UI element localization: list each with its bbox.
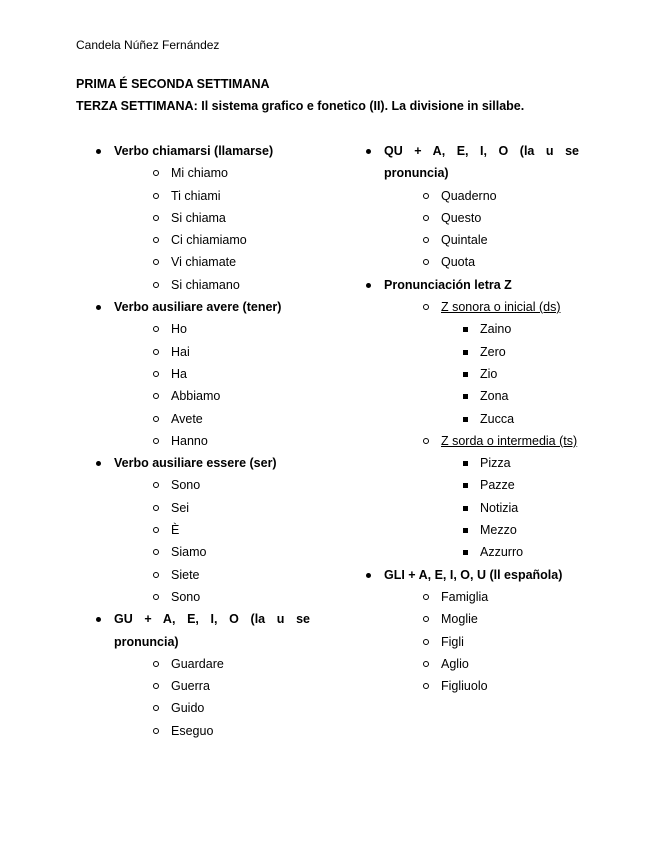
list-item: Sei	[114, 497, 310, 519]
bullet-circle-icon	[153, 215, 159, 221]
bullet-circle-icon	[423, 594, 429, 600]
subsection-title: Z sorda o intermedia (ts)	[441, 433, 578, 448]
list-item: Hai	[114, 341, 310, 363]
section-z	[366, 274, 579, 564]
list-item: Mi chiamo	[114, 162, 310, 184]
bullet-disc-icon	[96, 305, 101, 310]
list-item: Zaino	[384, 318, 579, 340]
bullet-circle-icon	[153, 728, 159, 734]
list-item: Moglie	[384, 608, 579, 630]
list-item: Quintale	[384, 229, 579, 251]
subsection-z-sonora	[384, 296, 579, 430]
bullet-circle-icon	[153, 549, 159, 555]
subsection-title: Z sonora o inicial (ds)	[441, 300, 561, 315]
bullet-circle-icon	[423, 438, 429, 444]
section-title: QU + A, E, I, O (la u se pronuncia)	[384, 144, 579, 181]
list-item: Mezzo	[384, 519, 579, 541]
list-item: Aglio	[384, 653, 579, 675]
list-item: Famiglia	[384, 586, 579, 608]
section-title: Verbo ausiliare essere (ser)	[114, 456, 277, 471]
bullet-square-icon	[463, 372, 468, 377]
list-item: Zucca	[384, 408, 579, 430]
section-qu	[366, 140, 579, 274]
bullet-square-icon	[463, 550, 468, 555]
section-gli	[366, 564, 579, 698]
list-item: Sono	[114, 474, 310, 496]
list-item: Ti chiami	[114, 185, 310, 207]
list-item: Eseguo	[114, 720, 310, 742]
bullet-circle-icon	[153, 349, 159, 355]
section-essere	[96, 452, 310, 608]
bullet-square-icon	[463, 506, 468, 511]
bullet-disc-icon	[366, 283, 371, 288]
heading-week-3: TERZA SETTIMANA: Il sistema grafico e fonetico (II). La divisione in sillabe.	[76, 99, 525, 113]
bullet-circle-icon	[153, 259, 159, 265]
section-chiamarsi	[96, 140, 310, 296]
bullet-circle-icon	[153, 527, 159, 533]
section-title: Verbo ausiliare avere (tener)	[114, 300, 282, 315]
bullet-disc-icon	[96, 149, 101, 154]
section-title: Pronunciación letra Z	[384, 277, 512, 292]
bullet-circle-icon	[153, 326, 159, 332]
bullet-circle-icon	[153, 705, 159, 711]
right-column	[366, 140, 579, 697]
list-item: Quota	[384, 251, 579, 273]
list-item: Abbiamo	[114, 385, 310, 407]
bullet-square-icon	[463, 350, 468, 355]
bullet-circle-icon	[153, 416, 159, 422]
section-title: Verbo chiamarsi (llamarse)	[114, 144, 274, 158]
bullet-circle-icon	[153, 505, 159, 511]
bullet-circle-icon	[423, 304, 429, 310]
bullet-circle-icon	[153, 438, 159, 444]
bullet-circle-icon	[153, 572, 159, 578]
bullet-disc-icon	[96, 461, 101, 466]
bullet-circle-icon	[153, 170, 159, 176]
list-item: Si chiama	[114, 207, 310, 229]
list-item: Ha	[114, 363, 310, 385]
list-item: È	[114, 519, 310, 541]
bullet-circle-icon	[423, 237, 429, 243]
list-item: Zero	[384, 341, 579, 363]
list-item: Pazze	[384, 474, 579, 496]
bullet-circle-icon	[153, 661, 159, 667]
list-item: Vi chiamate	[114, 251, 310, 273]
bullet-circle-icon	[153, 594, 159, 600]
bullet-circle-icon	[153, 282, 159, 288]
list-item: Zona	[384, 385, 579, 407]
section-gu	[96, 608, 310, 742]
list-item: Figli	[384, 631, 579, 653]
bullet-circle-icon	[153, 482, 159, 488]
bullet-square-icon	[463, 528, 468, 533]
list-item: Pizza	[384, 452, 579, 474]
author-name: Candela Núñez Fernández	[76, 38, 220, 52]
list-item: Si chiamano	[114, 274, 310, 296]
bullet-square-icon	[463, 417, 468, 422]
bullet-circle-icon	[423, 639, 429, 645]
bullet-square-icon	[463, 461, 468, 466]
list-item: Quaderno	[384, 185, 579, 207]
bullet-disc-icon	[366, 149, 371, 154]
list-item: Questo	[384, 207, 579, 229]
bullet-disc-icon	[96, 617, 101, 622]
bullet-circle-icon	[153, 393, 159, 399]
list-item: Zio	[384, 363, 579, 385]
list-item: Siete	[114, 564, 310, 586]
bullet-square-icon	[463, 483, 468, 488]
list-item: Hanno	[114, 430, 310, 452]
list-item: Siamo	[114, 541, 310, 563]
bullet-circle-icon	[153, 683, 159, 689]
left-column	[96, 140, 310, 742]
list-item: Ci chiamiamo	[114, 229, 310, 251]
bullet-circle-icon	[423, 259, 429, 265]
section-avere	[96, 296, 310, 452]
bullet-circle-icon	[423, 683, 429, 689]
bullet-circle-icon	[423, 661, 429, 667]
list-item: Guerra	[114, 675, 310, 697]
section-title: GU + A, E, I, O (la u se pronuncia)	[114, 612, 310, 649]
bullet-circle-icon	[153, 193, 159, 199]
list-item: Azzurro	[384, 541, 579, 563]
section-title: GLI + A, E, I, O, U (ll española)	[384, 567, 563, 582]
list-item: Sono	[114, 586, 310, 608]
list-item: Guardare	[114, 653, 310, 675]
bullet-circle-icon	[153, 371, 159, 377]
bullet-circle-icon	[153, 237, 159, 243]
list-item: Guido	[114, 697, 310, 719]
bullet-disc-icon	[366, 573, 371, 578]
bullet-square-icon	[463, 327, 468, 332]
list-item: Notizia	[384, 497, 579, 519]
bullet-circle-icon	[423, 215, 429, 221]
subsection-z-sorda	[384, 430, 579, 564]
bullet-circle-icon	[423, 193, 429, 199]
list-item: Figliuolo	[384, 675, 579, 697]
bullet-square-icon	[463, 394, 468, 399]
list-item: Avete	[114, 408, 310, 430]
bullet-circle-icon	[423, 616, 429, 622]
list-item: Ho	[114, 318, 310, 340]
heading-weeks-1-2: PRIMA É SECONDA SETTIMANA	[76, 77, 270, 91]
